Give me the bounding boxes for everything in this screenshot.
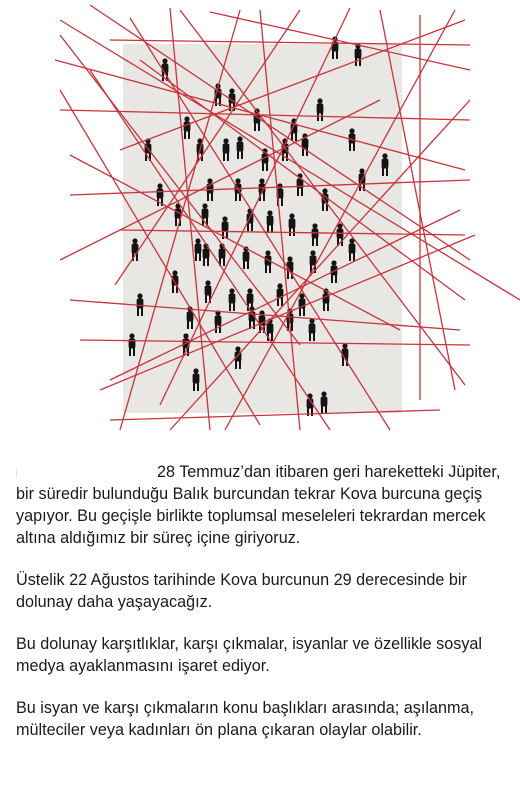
paragraph-4: Bu isyan ve karşı çıkmaların konu başlıkları arasında; aşılanma, mülteciler veya kadınları ön plana çıkaran olaylar olabilir. bbox=[16, 699, 474, 739]
text-indent bbox=[16, 468, 157, 478]
paragraph-2: Üstelik 22 Ağustos tarihinde Kova burcunun 29 derecesinde bir dolunay daha yaşayacağız. bbox=[16, 571, 467, 611]
article-body bbox=[16, 461, 508, 761]
paragraph-3: Bu dolunay karşıtlıklar, karşı çıkmalar, isyanlar ve özellikle sosyal medya ayaklanmasını işaret ediyor. bbox=[16, 635, 483, 675]
paragraph-1: 28 Temmuz’dan itibaren geri hareketteki Jüpiter, bir süredir bulunduğu Balık burcundan tekrar Kova burcuna geçiş yapıyor. Bu geçişle birlikte toplumsal meseleleri tekrardan mercek altına aldığımız bir süreç içine giriyoruz. bbox=[16, 463, 501, 547]
